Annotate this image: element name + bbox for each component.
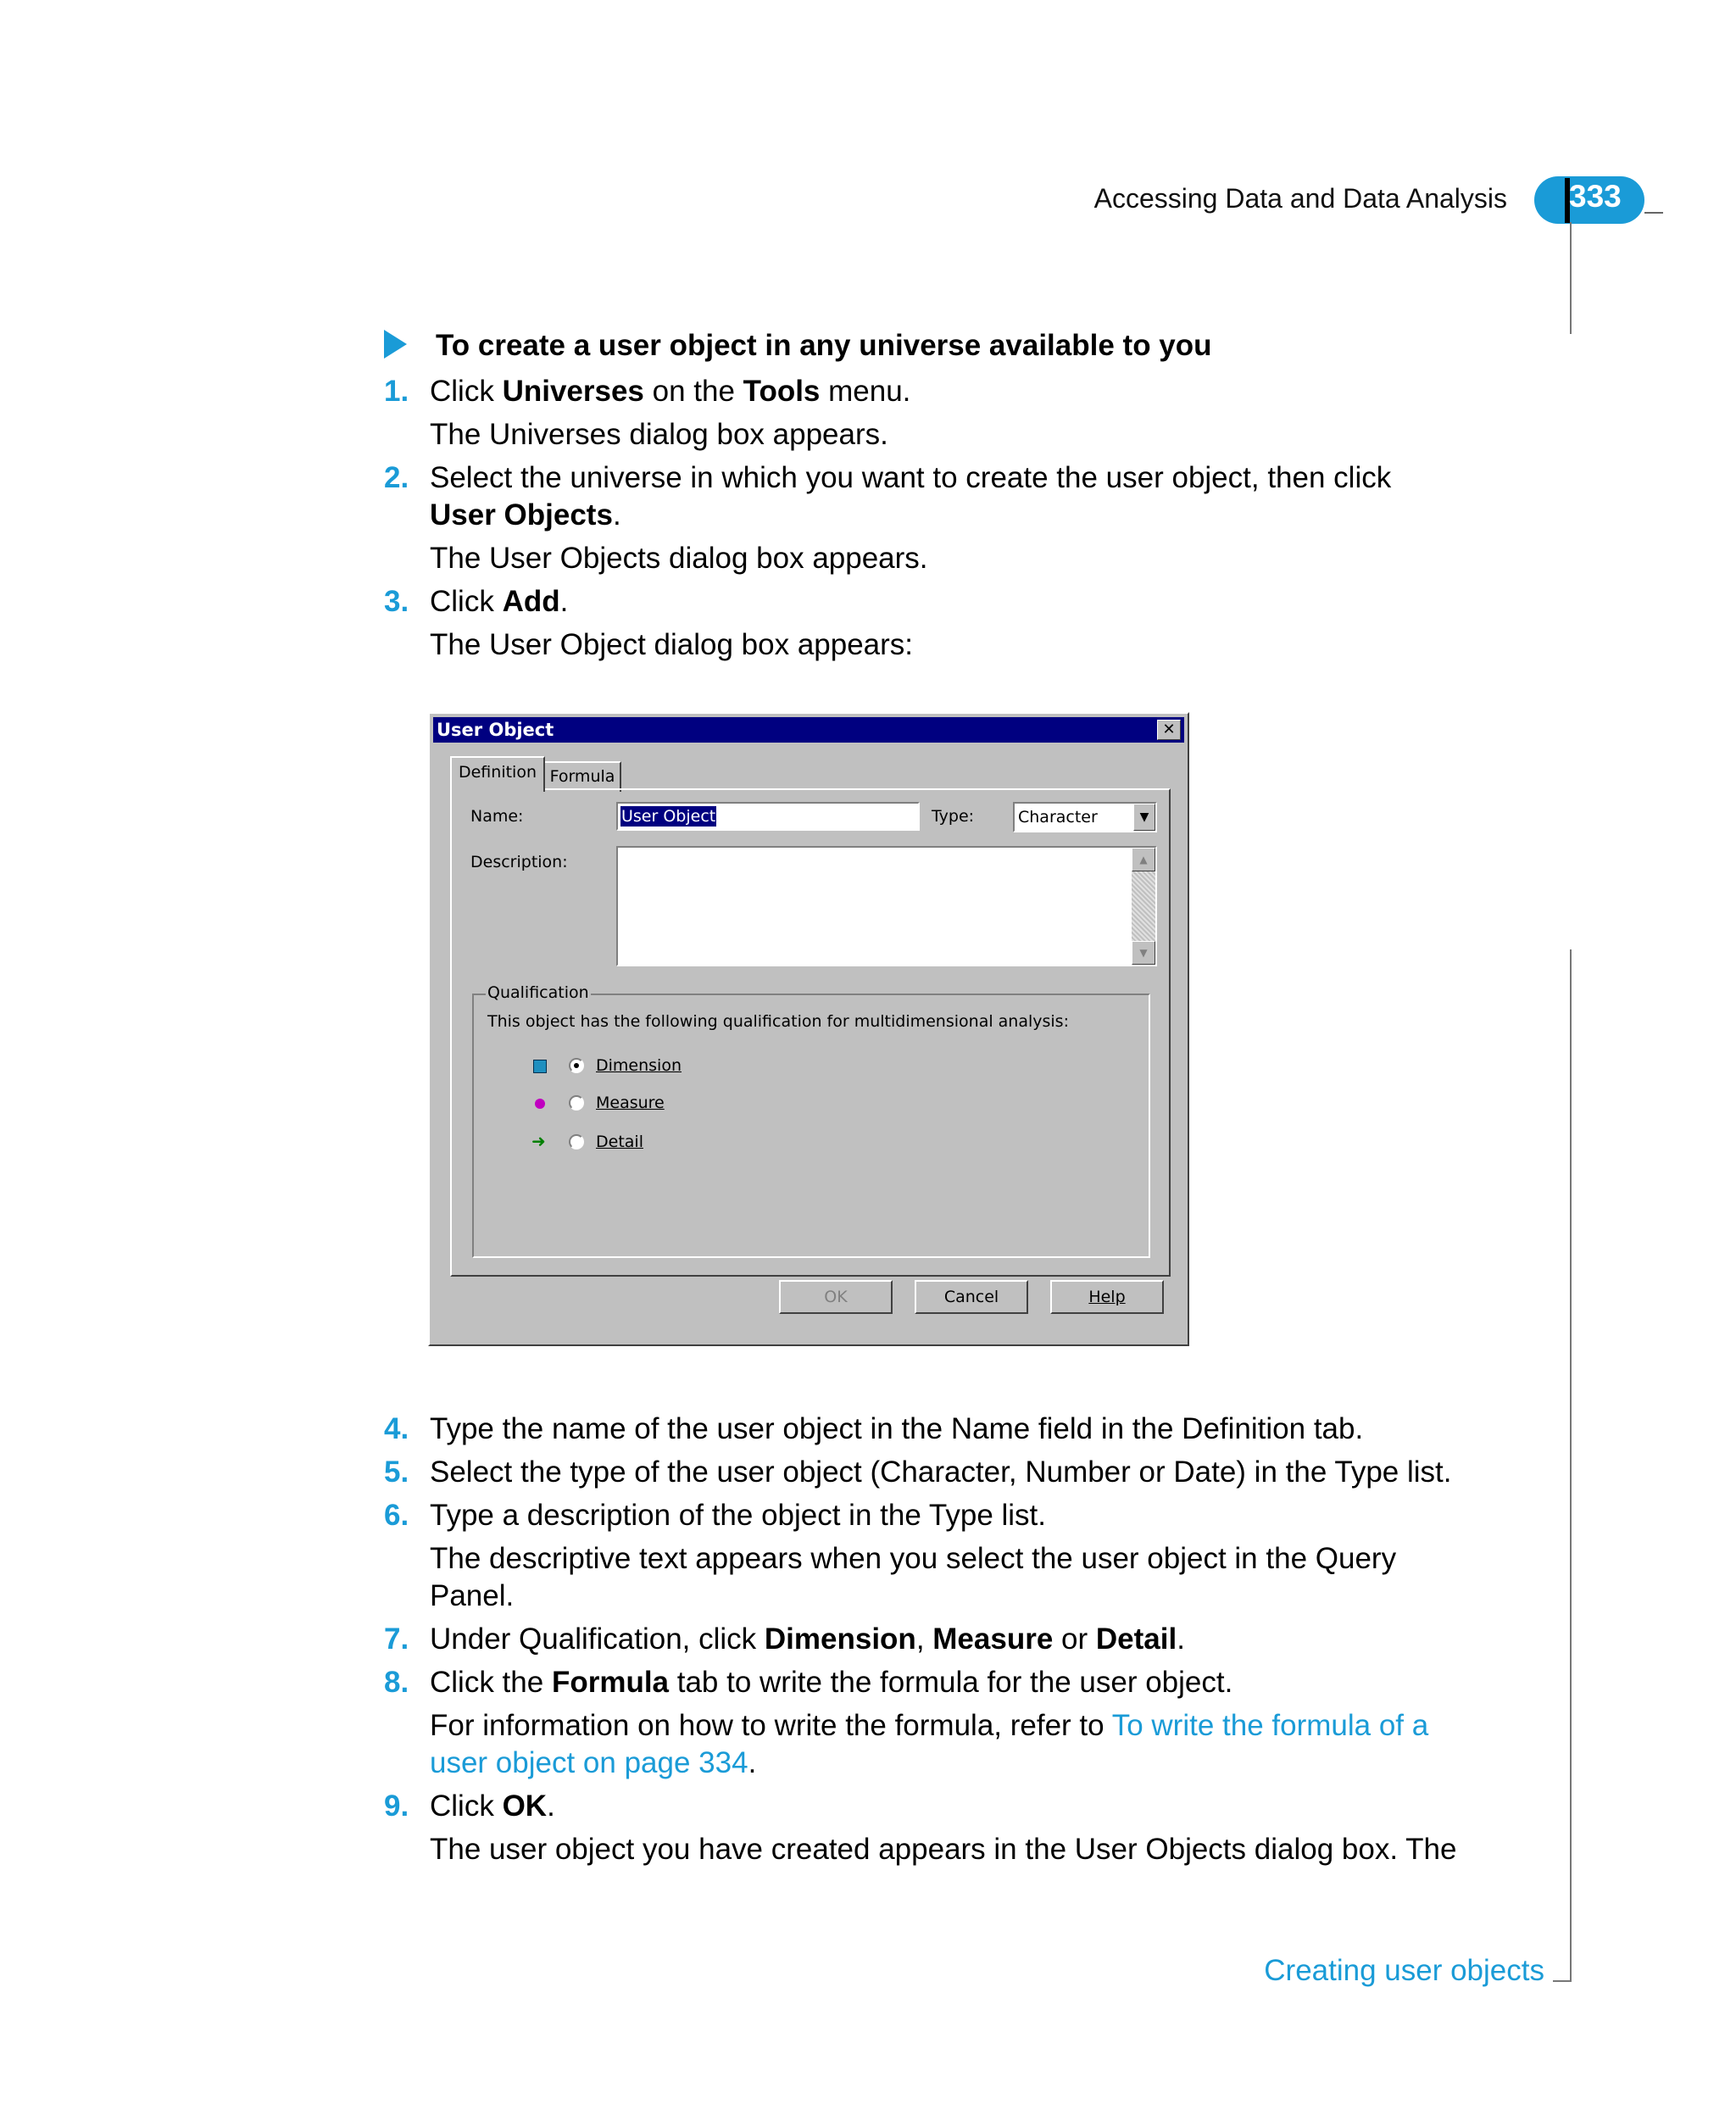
procedure-arrow-icon xyxy=(384,330,407,359)
description-scrollbar[interactable] xyxy=(1132,848,1155,965)
measure-radio[interactable] xyxy=(569,1095,584,1110)
page-number: 333 xyxy=(1569,179,1622,214)
help-button[interactable]: Help xyxy=(1050,1280,1164,1314)
step-1-result: The Universes dialog box appears. xyxy=(430,418,888,451)
detail-arrow-icon: ➜ xyxy=(531,1131,546,1151)
dimension-radio[interactable] xyxy=(569,1058,584,1073)
step-text: Click Universes on the Tools menu. xyxy=(430,375,911,408)
procedure-heading-text: To create a user object in any universe available to you xyxy=(436,329,1212,362)
chevron-down-icon[interactable]: ▼ xyxy=(1133,804,1155,831)
qualification-text: This object has the following qualification for multidimensional analysis: xyxy=(487,1012,1069,1031)
detail-option-label[interactable]: Detail xyxy=(596,1133,643,1151)
step-text: Click Add. xyxy=(430,585,569,618)
margin-rule-top xyxy=(1570,222,1572,334)
dimension-option-label[interactable]: Dimension xyxy=(596,1056,682,1075)
step-number: 2. xyxy=(384,461,409,494)
running-footer: Creating user objects xyxy=(1264,1954,1544,1987)
step-2-result: The User Objects dialog box appears. xyxy=(430,542,928,575)
description-textarea[interactable] xyxy=(616,846,1157,966)
type-select-value: Character xyxy=(1018,808,1098,827)
detail-radio[interactable] xyxy=(569,1134,584,1149)
step-text: Select the type of the user object (Character, Number or Date) in the Type list. xyxy=(430,1456,1452,1489)
type-select[interactable] xyxy=(1013,802,1157,832)
step-text: Under Qualification, click Dimension, Measure or Detail. xyxy=(430,1623,1185,1656)
step-number: 6. xyxy=(384,1499,409,1532)
qualification-label: Qualification xyxy=(487,983,589,1002)
running-header-title: Accessing Data and Data Analysis xyxy=(1093,183,1507,214)
step-3-result: The User Object dialog box appears: xyxy=(430,628,914,661)
type-label: Type: xyxy=(932,807,975,826)
step-number: 7. xyxy=(384,1623,409,1656)
measure-option-label[interactable]: Measure xyxy=(596,1094,665,1112)
step-number: 1. xyxy=(384,375,409,408)
step-number: 4. xyxy=(384,1412,409,1445)
definition-panel xyxy=(450,788,1171,1277)
description-label: Description: xyxy=(470,853,568,871)
qualification-group xyxy=(472,983,1150,1258)
step-text: Select the universe in which you want to create the user object, then click User Objects. xyxy=(430,461,1392,532)
scroll-up-icon[interactable]: ▲ xyxy=(1132,848,1155,871)
dialog-titlebar xyxy=(433,717,1184,743)
step-number: 9. xyxy=(384,1790,409,1823)
tab-definition[interactable]: Definition xyxy=(450,756,545,792)
step-9-result: The user object you have created appears in the User Objects dialog box. The xyxy=(430,1833,1457,1866)
step-number: 5. xyxy=(384,1456,409,1489)
name-label: Name: xyxy=(470,807,524,826)
dimension-cube-icon xyxy=(533,1060,547,1073)
close-icon[interactable]: ✕ xyxy=(1157,720,1181,740)
step-text: Click OK. xyxy=(430,1790,555,1823)
header-rule xyxy=(1644,212,1663,214)
scroll-down-icon[interactable]: ▼ xyxy=(1132,941,1155,965)
ok-button[interactable]: OK xyxy=(779,1280,893,1314)
dialog-title: User Object xyxy=(437,720,554,740)
cancel-button[interactable]: Cancel xyxy=(915,1280,1028,1314)
step-number: 8. xyxy=(384,1666,409,1699)
margin-rule-bottom xyxy=(1570,949,1572,1982)
name-input-value: User Object xyxy=(621,807,716,826)
name-input[interactable] xyxy=(616,802,920,831)
step-6-result: The descriptive text appears when you select the user object in the Query Panel. xyxy=(430,1542,1397,1612)
measure-ball-icon xyxy=(535,1099,545,1109)
step-number: 3. xyxy=(384,585,409,618)
formula-page-link[interactable]: To write the formula of a user object on page 334 xyxy=(430,1709,1429,1779)
step-text: Type a description of the object in the Type list. xyxy=(430,1499,1047,1532)
step-text: Type the name of the user object in the Name field in the Definition tab. xyxy=(430,1412,1364,1445)
tab-formula[interactable]: Formula xyxy=(543,761,621,792)
step-text: Click the Formula tab to write the formula for the user object. xyxy=(430,1666,1233,1699)
step-8-result: For information on how to write the formula, refer to To write the formula of a user object on page 334. xyxy=(430,1709,1429,1779)
procedure-heading xyxy=(384,329,1212,363)
user-object-dialog xyxy=(428,712,1189,1346)
footer-rule xyxy=(1553,1980,1572,1982)
